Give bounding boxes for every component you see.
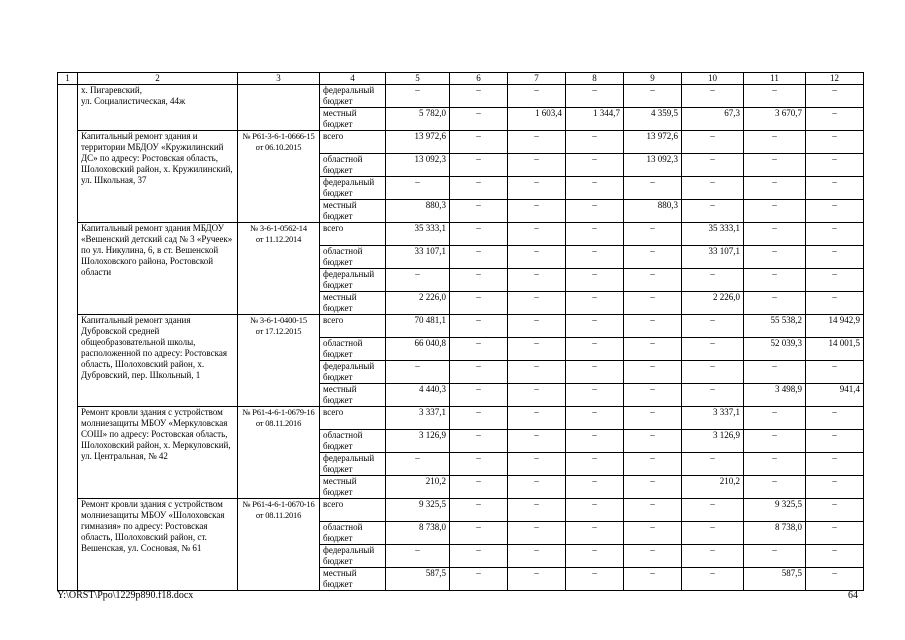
amount-cell: –: [508, 269, 566, 292]
table-row: [58, 499, 864, 522]
amount-cell: –: [566, 292, 624, 315]
amount-cell: –: [624, 568, 682, 591]
amount-cell: –: [450, 315, 508, 338]
amount-cell: –: [624, 223, 682, 246]
budget-source: местный бюджет: [320, 384, 386, 407]
amount-cell: 210,2: [386, 476, 450, 499]
amount-cell: –: [806, 361, 864, 384]
amount-cell: –: [566, 85, 624, 108]
budget-source: областной бюджет: [320, 430, 386, 453]
amount-cell: –: [744, 545, 806, 568]
amount-cell: –: [624, 384, 682, 407]
object-description: Капитальный ремонт здания Дубровской средней общеобразовательной школы, расположенной по адресу: Ростовская область, Шолоховский район, х. Дубровский, пер. Школьный, 1: [78, 315, 238, 407]
amount-cell: –: [566, 476, 624, 499]
document-reference: № 3-6-1-0562-14 от 11.12.2014: [238, 223, 320, 315]
amount-cell: –: [806, 568, 864, 591]
amount-cell: –: [386, 453, 450, 476]
amount-cell: –: [450, 338, 508, 361]
amount-cell: 66 040,8: [386, 338, 450, 361]
amount-cell: –: [508, 430, 566, 453]
amount-cell: –: [806, 499, 864, 522]
amount-cell: 210,2: [682, 476, 744, 499]
amount-cell: –: [806, 476, 864, 499]
amount-cell: –: [386, 545, 450, 568]
amount-cell: –: [806, 453, 864, 476]
amount-cell: –: [806, 430, 864, 453]
amount-cell: –: [682, 200, 744, 223]
budget-source: областной бюджет: [320, 246, 386, 269]
amount-cell: 880,3: [624, 200, 682, 223]
amount-cell: –: [450, 269, 508, 292]
amount-cell: –: [624, 453, 682, 476]
amount-cell: –: [566, 430, 624, 453]
amount-cell: 8 738,0: [744, 522, 806, 545]
amount-cell: –: [450, 407, 508, 430]
document-reference: № Р61-4-6-1-0679-16 от 08.11.2016: [238, 407, 320, 499]
column-number: 11: [744, 73, 806, 85]
amount-cell: 13 972,6: [624, 131, 682, 154]
amount-cell: –: [566, 131, 624, 154]
amount-cell: 941,4: [806, 384, 864, 407]
amount-cell: –: [450, 545, 508, 568]
table-row: [58, 85, 864, 108]
amount-cell: –: [386, 269, 450, 292]
amount-cell: –: [806, 177, 864, 200]
amount-cell: –: [744, 177, 806, 200]
amount-cell: –: [508, 384, 566, 407]
amount-cell: –: [624, 361, 682, 384]
amount-cell: –: [682, 177, 744, 200]
amount-cell: –: [744, 453, 806, 476]
amount-cell: –: [450, 200, 508, 223]
amount-cell: –: [624, 292, 682, 315]
amount-cell: 33 107,1: [386, 246, 450, 269]
column-number: 4: [320, 73, 386, 85]
budget-source: федеральный бюджет: [320, 545, 386, 568]
amount-cell: 2 226,0: [386, 292, 450, 315]
amount-cell: –: [806, 407, 864, 430]
amount-cell: 880,3: [386, 200, 450, 223]
amount-cell: –: [806, 223, 864, 246]
amount-cell: –: [508, 476, 566, 499]
amount-cell: –: [566, 545, 624, 568]
budget-source: местный бюджет: [320, 568, 386, 591]
amount-cell: –: [508, 246, 566, 269]
amount-cell: –: [744, 200, 806, 223]
amount-cell: –: [744, 131, 806, 154]
document-reference: № Р61-3-6-1-0666-15 от 06.10.2015: [238, 131, 320, 223]
amount-cell: –: [508, 85, 566, 108]
column-number: 12: [806, 73, 864, 85]
amount-cell: –: [508, 545, 566, 568]
amount-cell: –: [566, 223, 624, 246]
amount-cell: –: [624, 407, 682, 430]
amount-cell: –: [744, 269, 806, 292]
amount-cell: 70 481,1: [386, 315, 450, 338]
amount-cell: –: [508, 154, 566, 177]
column-number: 1: [58, 73, 78, 85]
table-row: [58, 223, 864, 246]
amount-cell: –: [508, 453, 566, 476]
amount-cell: 14 942,9: [806, 315, 864, 338]
amount-cell: –: [682, 453, 744, 476]
amount-cell: –: [508, 223, 566, 246]
amount-cell: –: [508, 499, 566, 522]
column-number: 7: [508, 73, 566, 85]
amount-cell: –: [682, 131, 744, 154]
amount-cell: 33 107,1: [682, 246, 744, 269]
amount-cell: 14 001,5: [806, 338, 864, 361]
amount-cell: –: [508, 522, 566, 545]
amount-cell: –: [508, 131, 566, 154]
amount-cell: –: [450, 430, 508, 453]
amount-cell: –: [624, 430, 682, 453]
amount-cell: –: [508, 200, 566, 223]
amount-cell: –: [744, 407, 806, 430]
amount-cell: –: [450, 154, 508, 177]
amount-cell: –: [566, 522, 624, 545]
amount-cell: –: [624, 315, 682, 338]
budget-source: всего: [320, 131, 386, 154]
amount-cell: –: [566, 568, 624, 591]
amount-cell: 67,3: [682, 108, 744, 131]
object-description: Капитальный ремонт здания и территории МБДОУ «Кружилинский ДС» по адресу: Ростовская область, Шолоховский район, х. Кружилинский, ул. Школьная, 37: [78, 131, 238, 223]
amount-cell: –: [624, 338, 682, 361]
amount-cell: –: [806, 108, 864, 131]
amount-cell: 3 337,1: [386, 407, 450, 430]
document-reference: № Р61-4-6-1-0670-16 от 08.11.2016: [238, 499, 320, 591]
amount-cell: –: [450, 177, 508, 200]
column-number: 10: [682, 73, 744, 85]
amount-cell: 587,5: [386, 568, 450, 591]
amount-cell: –: [450, 522, 508, 545]
amount-cell: –: [682, 269, 744, 292]
column-number: 2: [78, 73, 238, 85]
amount-cell: –: [744, 361, 806, 384]
amount-cell: –: [744, 154, 806, 177]
amount-cell: –: [450, 568, 508, 591]
amount-cell: 35 333,1: [386, 223, 450, 246]
budget-source: местный бюджет: [320, 108, 386, 131]
budget-source: всего: [320, 223, 386, 246]
header-row: [58, 73, 864, 85]
amount-cell: –: [682, 154, 744, 177]
amount-cell: –: [566, 246, 624, 269]
amount-cell: –: [744, 292, 806, 315]
amount-cell: –: [450, 361, 508, 384]
amount-cell: 55 538,2: [744, 315, 806, 338]
budget-source: федеральный бюджет: [320, 453, 386, 476]
amount-cell: –: [450, 246, 508, 269]
amount-cell: –: [806, 269, 864, 292]
amount-cell: 3 670,7: [744, 108, 806, 131]
amount-cell: –: [450, 85, 508, 108]
column-number: 3: [238, 73, 320, 85]
amount-cell: –: [682, 568, 744, 591]
budget-source: местный бюджет: [320, 200, 386, 223]
table-row: [58, 131, 864, 154]
amount-cell: –: [806, 522, 864, 545]
amount-cell: –: [386, 85, 450, 108]
amount-cell: –: [508, 177, 566, 200]
amount-cell: –: [744, 430, 806, 453]
budget-source: местный бюджет: [320, 476, 386, 499]
amount-cell: 1 344,7: [566, 108, 624, 131]
budget-table: [57, 72, 864, 591]
amount-cell: 587,5: [744, 568, 806, 591]
amount-cell: –: [508, 568, 566, 591]
budget-source: федеральный бюджет: [320, 177, 386, 200]
amount-cell: 1 603,4: [508, 108, 566, 131]
amount-cell: –: [508, 338, 566, 361]
table-body: [58, 73, 864, 591]
amount-cell: –: [450, 131, 508, 154]
amount-cell: –: [450, 476, 508, 499]
amount-cell: –: [566, 361, 624, 384]
object-description: Капитальный ремонт здания МБДОУ «Вешенский детский сад № 3 «Ручеек» по ул. Никулина, 6, в ст. Вешенской Шолоховского района, Ростовской области: [78, 223, 238, 315]
object-description: х. Пигаревский, ул. Социалистическая, 44ж: [78, 85, 238, 131]
amount-cell: –: [744, 85, 806, 108]
document-reference: [238, 85, 320, 131]
amount-cell: –: [624, 246, 682, 269]
budget-source: федеральный бюджет: [320, 361, 386, 384]
amount-cell: –: [566, 407, 624, 430]
amount-cell: –: [386, 361, 450, 384]
amount-cell: –: [806, 85, 864, 108]
amount-cell: –: [682, 315, 744, 338]
amount-cell: –: [508, 292, 566, 315]
amount-cell: –: [566, 315, 624, 338]
amount-cell: –: [806, 292, 864, 315]
amount-cell: 2 226,0: [682, 292, 744, 315]
budget-source: областной бюджет: [320, 154, 386, 177]
budget-source: федеральный бюджет: [320, 269, 386, 292]
amount-cell: –: [624, 476, 682, 499]
column-number: 9: [624, 73, 682, 85]
amount-cell: –: [566, 177, 624, 200]
amount-cell: –: [566, 499, 624, 522]
amount-cell: –: [682, 361, 744, 384]
amount-cell: 4 440,3: [386, 384, 450, 407]
amount-cell: –: [566, 384, 624, 407]
budget-source: всего: [320, 499, 386, 522]
amount-cell: –: [682, 85, 744, 108]
amount-cell: –: [624, 545, 682, 568]
amount-cell: –: [806, 131, 864, 154]
amount-cell: –: [508, 361, 566, 384]
amount-cell: 8 738,0: [386, 522, 450, 545]
amount-cell: 13 092,3: [386, 154, 450, 177]
amount-cell: –: [806, 246, 864, 269]
amount-cell: 9 325,5: [744, 499, 806, 522]
amount-cell: –: [450, 108, 508, 131]
amount-cell: –: [566, 338, 624, 361]
footer-file-path: Y:\ORST\Ppo\1229p890.f18.docx: [57, 590, 194, 601]
budget-source: всего: [320, 315, 386, 338]
column-number: 6: [450, 73, 508, 85]
amount-cell: 3 126,9: [682, 430, 744, 453]
amount-cell: –: [744, 476, 806, 499]
amount-cell: –: [386, 177, 450, 200]
amount-cell: 13 092,3: [624, 154, 682, 177]
amount-cell: 3 126,9: [386, 430, 450, 453]
amount-cell: –: [682, 384, 744, 407]
amount-cell: –: [682, 545, 744, 568]
budget-source: всего: [320, 407, 386, 430]
amount-cell: 9 325,5: [386, 499, 450, 522]
amount-cell: –: [682, 338, 744, 361]
amount-cell: –: [624, 522, 682, 545]
column-number: 8: [566, 73, 624, 85]
amount-cell: –: [566, 269, 624, 292]
amount-cell: –: [624, 85, 682, 108]
budget-source: областной бюджет: [320, 522, 386, 545]
amount-cell: –: [566, 154, 624, 177]
amount-cell: –: [450, 453, 508, 476]
amount-cell: –: [624, 499, 682, 522]
table-row: [58, 407, 864, 430]
amount-cell: 13 972,6: [386, 131, 450, 154]
object-description: Ремонт кровли здания с устройством молниезащиты МБОУ «Меркуловская СОШ» по адресу: Ростовская область, Шолоховский район, х. Меркуловский, ул. Центральная, № 42: [78, 407, 238, 499]
amount-cell: –: [806, 545, 864, 568]
page-number: 64: [848, 590, 858, 601]
amount-cell: 5 782,0: [386, 108, 450, 131]
amount-cell: 35 333,1: [682, 223, 744, 246]
amount-cell: –: [566, 200, 624, 223]
amount-cell: –: [682, 499, 744, 522]
amount-cell: –: [508, 315, 566, 338]
amount-cell: –: [624, 177, 682, 200]
budget-source: федеральный бюджет: [320, 85, 386, 108]
amount-cell: –: [450, 499, 508, 522]
amount-cell: –: [744, 246, 806, 269]
amount-cell: –: [450, 384, 508, 407]
amount-cell: –: [566, 453, 624, 476]
document-reference: № 3-6-1-0400-15 от 17.12.2015: [238, 315, 320, 407]
amount-cell: –: [806, 154, 864, 177]
object-description: Ремонт кровли здания с устройством молниезащиты МБОУ «Шолоховская гимназия» по адресу: Ростовская область, Шолоховский район, ст. Вешенская, ул. Сосновая, № 61: [78, 499, 238, 591]
amount-cell: –: [450, 223, 508, 246]
budget-source: местный бюджет: [320, 292, 386, 315]
amount-cell: 3 337,1: [682, 407, 744, 430]
amount-cell: –: [624, 269, 682, 292]
amount-cell: –: [806, 200, 864, 223]
budget-source: областной бюджет: [320, 338, 386, 361]
column-number: 5: [386, 73, 450, 85]
amount-cell: –: [508, 407, 566, 430]
amount-cell: –: [682, 522, 744, 545]
amount-cell: 52 039,3: [744, 338, 806, 361]
amount-cell: 3 498,9: [744, 384, 806, 407]
amount-cell: –: [450, 292, 508, 315]
table-row: [58, 315, 864, 338]
row-number-cell: [58, 85, 78, 591]
amount-cell: –: [744, 223, 806, 246]
amount-cell: 4 359,5: [624, 108, 682, 131]
